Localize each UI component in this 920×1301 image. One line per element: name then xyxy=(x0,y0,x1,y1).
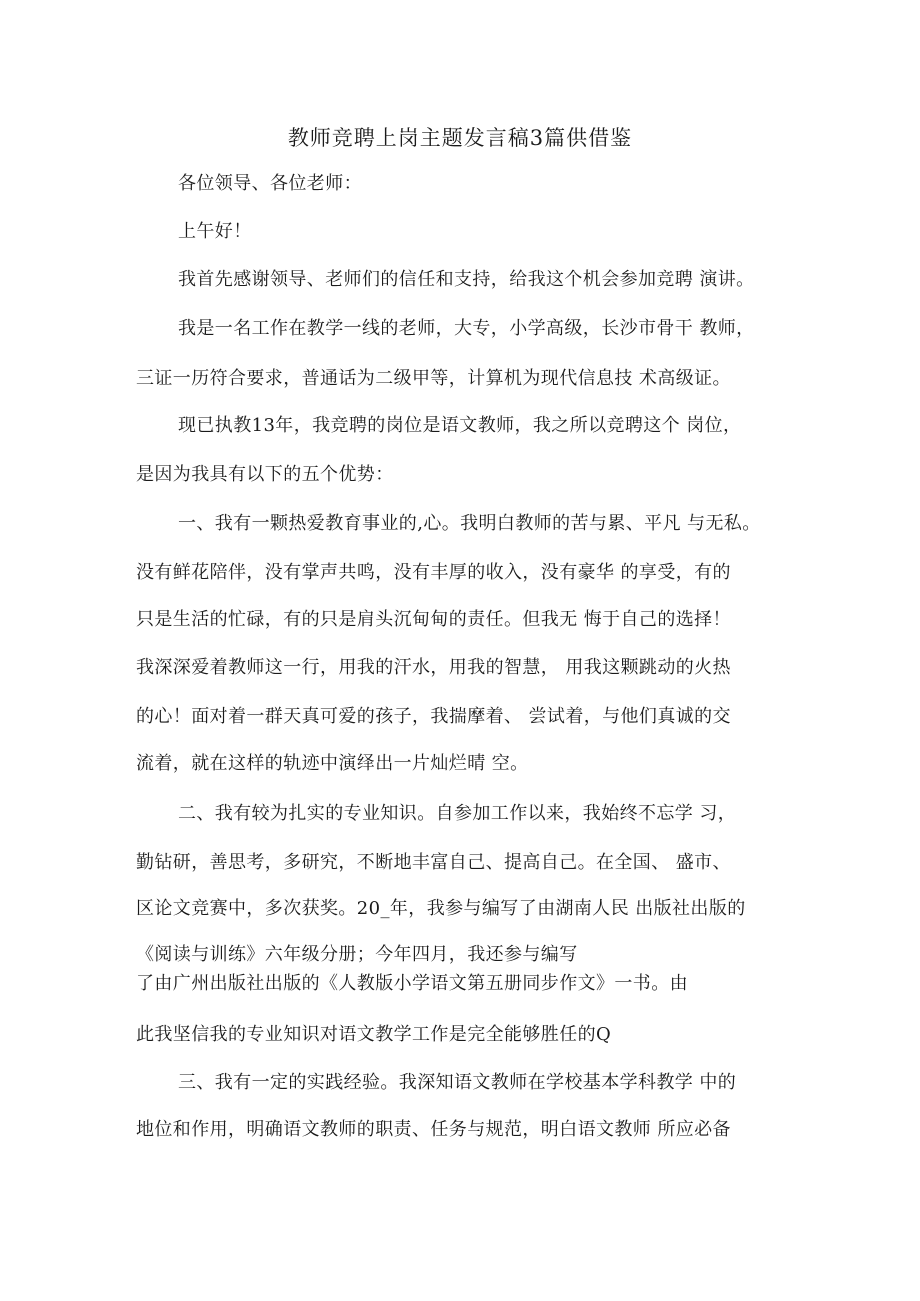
section-two-line: 二、我有较为扎实的专业知识。自参加工作以来，我始终不忘学 习， xyxy=(178,803,737,824)
paragraph-line: 我深深爱着教师这一行，用我的汗水，用我的智慧， 用我这颗跳动的火热 xyxy=(136,657,731,678)
paragraph-line: 现已执教13年，我竞聘的岗位是语文教师，我之所以竞聘这个 岗位， xyxy=(178,415,742,436)
paragraph-line: 地位和作用，明确语文教师的职责、任务与规范，明白语文教师 所应必备 xyxy=(136,1119,731,1140)
paragraph-line: 三证一历符合要求，普通话为二级甲等，计算机为现代信息技 术高级证。 xyxy=(136,368,731,389)
section-one-line: 一、我有一颗热爱教育事业的,心。我明白教师的苦与累、平凡 与无私。 xyxy=(178,513,761,534)
paragraph-line: 区论文竞赛中，多次获奖。20_年，我参与编写了由湖南人民 出版社出版的 xyxy=(136,898,746,919)
greeting: 上午好！ xyxy=(178,221,252,242)
paragraph-line: 流着，就在这样的轨迹中演绎出一片灿烂晴 空。 xyxy=(136,753,529,774)
paragraph-line: 此我坚信我的专业知识对语文教学工作是完全能够胜任的Q xyxy=(136,1024,612,1045)
section-three-line: 三、我有一定的实践经验。我深知语文教师在学校基本学科教学 中的 xyxy=(178,1072,737,1093)
paragraph-line: 只是生活的忙碌，有的只是肩头沉甸甸的责任。但我无 悔于自己的选择！ xyxy=(136,609,731,630)
paragraph-line: 了由广州出版社出版的《人教版小学语文第五册同步作文》一书。由 xyxy=(136,973,688,994)
paragraph-line: 没有鲜花陪伴，没有掌声共鸣，没有丰厚的收入，没有豪华 的享受，有的 xyxy=(136,562,731,583)
paragraph-line: 《阅读与训练》六年级分册；今年四月，我还参与编写 xyxy=(136,944,578,965)
paragraph-line: 我是一名工作在教学一线的老师，大专，小学高级，长沙市骨干 教师， xyxy=(178,318,755,339)
salutation: 各位领导、各位老师： xyxy=(178,173,362,194)
paragraph-line: 勤钻研，善思考，多研究，不断地丰富自己、提高自己。在全国、 盛市、 xyxy=(136,852,731,873)
paragraph-line: 我首先感谢领导、老师们的信任和支持，给我这个机会参加竞聘 演讲。 xyxy=(178,269,755,290)
document-title: 教师竞聘上岗主题发言稿3篇供借鉴 xyxy=(287,126,633,150)
paragraph-line: 是因为我具有以下的五个优势： xyxy=(136,464,394,485)
paragraph-line: 的心！面对着一群天真可爱的孩子，我揣摩着、 尝试着，与他们真诚的交 xyxy=(136,706,731,727)
